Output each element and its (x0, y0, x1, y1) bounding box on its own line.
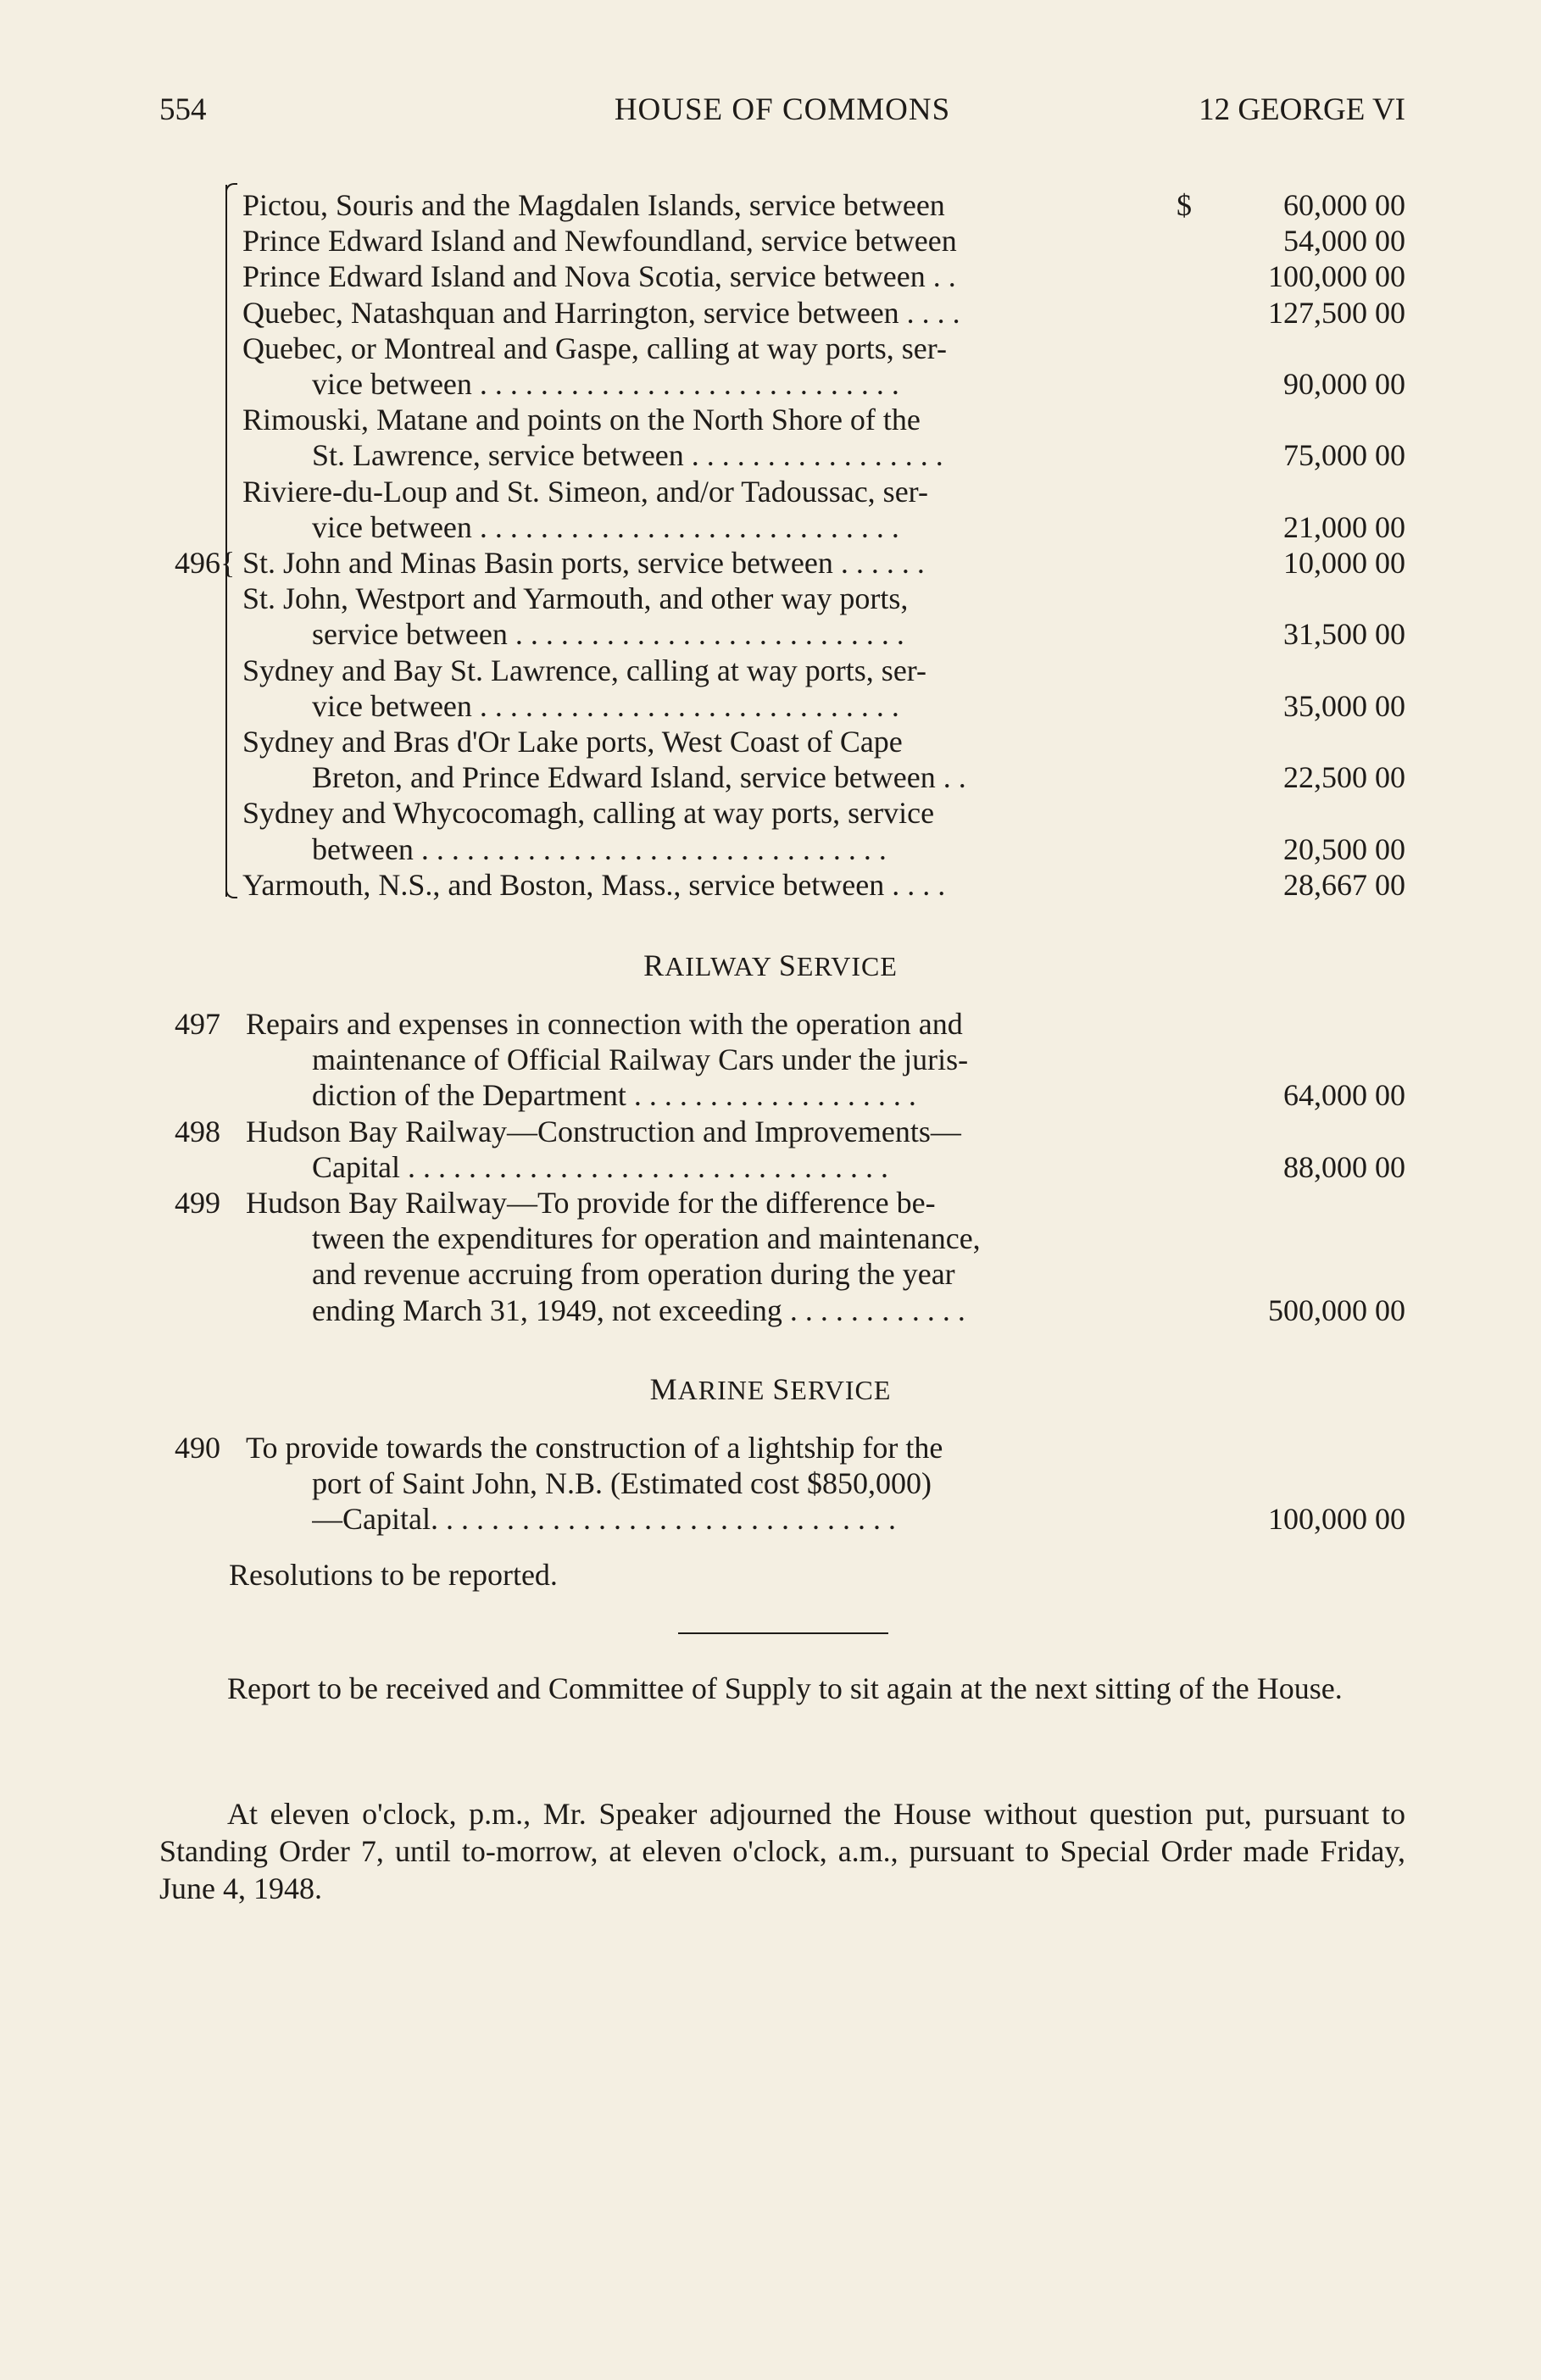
vote-496-line (0, 580, 1405, 617)
amount: 10,000 00 (1283, 546, 1405, 580)
item-description: tween the expenditures for operation and maintenance, (312, 1221, 981, 1256)
item-line (0, 1500, 1405, 1538)
service-description: between . . . . . . . . . . . . . . . . . . . . . . . . . . . . . . . (312, 831, 887, 866)
service-description: Rimouski, Matane and points on the North Shore of the (242, 403, 921, 437)
service-description: vice between . . . . . . . . . . . . . . . . . . . . . . . . . . . . (312, 688, 899, 723)
vote-number: 497 (175, 1007, 220, 1041)
vote-496-line (0, 365, 1405, 403)
item-line (0, 1148, 1405, 1186)
vote-496-line (0, 437, 1405, 474)
amount: 35,000 00 (1283, 688, 1405, 723)
resolutions-line: Resolutions to be reported. (229, 1558, 558, 1592)
vote-496-line (0, 866, 1405, 904)
service-description: Riviere-du-Loup and St. Simeon, and/or Tadoussac, ser- (242, 474, 928, 509)
vote-496-line (0, 794, 1405, 831)
vote-496-line (0, 258, 1405, 295)
item-line (0, 1076, 1405, 1114)
currency-symbol: $ (1177, 188, 1192, 222)
amount: 100,000 00 (1268, 1502, 1405, 1537)
page-header (159, 92, 1405, 134)
amount: 88,000 00 (1283, 1149, 1405, 1184)
vote-496-line (0, 473, 1405, 510)
vote-496-line (0, 831, 1405, 868)
service-description: Breton, and Prince Edward Island, service between . . (312, 760, 966, 795)
item-description: Hudson Bay Railway—Construction and Improvements— (246, 1114, 961, 1148)
adjournment-paragraph: At eleven o'clock, p.m., Mr. Speaker adjourned the House without question put, pursuant to Standing Order 7, until to-morrow, at eleven o'clock, a.m., pursuant to Special Order made Friday, June 4, 1948. (159, 1797, 1405, 1905)
service-description: Sydney and Whycocomagh, calling at way ports, service (242, 796, 935, 831)
reign-label: 12 GEORGE VI (1199, 92, 1405, 127)
item-description: diction of the Department . . . . . . . . . . . . . . . . . . . (312, 1078, 916, 1113)
vote-number: 496 (175, 546, 220, 580)
vote-number: 498 (175, 1114, 220, 1148)
item-line (0, 1429, 1405, 1466)
service-description: Sydney and Bras d'Or Lake ports, West Coast of Cape (242, 725, 903, 759)
amount: 28,667 00 (1283, 867, 1405, 902)
service-description: service between . . . . . . . . . . . . . . . . . . . . . . . . . . (312, 617, 904, 652)
service-description: St. John, Westport and Yarmouth, and other way ports, (242, 581, 909, 616)
amount: 21,000 00 (1283, 509, 1405, 544)
amount: 60,000 00 (1283, 188, 1405, 222)
amount: 500,000 00 (1268, 1293, 1405, 1327)
service-description: vice between . . . . . . . . . . . . . . . . . . . . . . . . . . . . (312, 367, 899, 401)
vote-number: 490 (175, 1431, 220, 1465)
vote-496-line (0, 544, 1405, 581)
amount: 100,000 00 (1268, 259, 1405, 294)
service-description: Sydney and Bay St. Lawrence, calling at way ports, ser- (242, 653, 927, 687)
report-paragraph: Report to be received and Committee of Supply to sit again at the next sitting of the House. (227, 1671, 1343, 1705)
service-description: Quebec, or Montreal and Gaspe, calling at way ports, ser- (242, 331, 947, 365)
vote-496-line (0, 222, 1405, 259)
amount: 22,500 00 (1283, 760, 1405, 795)
vote-496-line (0, 294, 1405, 331)
vote-496-line (0, 509, 1405, 546)
vote-496-line (0, 652, 1405, 689)
item-description: Capital . . . . . . . . . . . . . . . . . . . . . . . . . . . . . . . . (312, 1149, 888, 1184)
item-line (0, 1041, 1405, 1078)
item-description: ending March 31, 1949, not exceeding . . . . . . . . . . . . (312, 1293, 965, 1327)
service-description: Prince Edward Island and Newfoundland, service between (242, 224, 957, 259)
item-line (0, 1220, 1405, 1257)
service-description: Pictou, Souris and the Magdalen Islands, service between (242, 188, 945, 222)
page-number: 554 (159, 92, 207, 127)
item-line (0, 1465, 1405, 1502)
section-divider (678, 1632, 888, 1634)
page-title: HOUSE OF COMMONS (614, 92, 951, 127)
item-description: port of Saint John, N.B. (Estimated cost $850,000) (312, 1466, 932, 1501)
vote-496-line (0, 615, 1405, 653)
service-description: St. John and Minas Basin ports, service between . . . . . . (242, 546, 925, 580)
amount: 90,000 00 (1283, 367, 1405, 401)
amount: 31,500 00 (1283, 617, 1405, 652)
vote-496-line (0, 186, 1405, 224)
item-description: and revenue accruing from operation during the year (312, 1257, 955, 1292)
amount: 75,000 00 (1283, 438, 1405, 473)
vote-496-line (0, 759, 1405, 796)
service-description: Quebec, Natashquan and Harrington, service between . . . . (242, 295, 960, 330)
service-description: Prince Edward Island and Nova Scotia, service between . . (242, 259, 956, 294)
vote-496-line (0, 401, 1405, 438)
service-description: Yarmouth, N.S., and Boston, Mass., service between . . . . (242, 867, 946, 902)
item-description: maintenance of Official Railway Cars under the juris- (312, 1043, 969, 1077)
vote-496-line (0, 330, 1405, 367)
vote-496-line (0, 723, 1405, 760)
item-description: —Capital. . . . . . . . . . . . . . . . . . . . . . . . . . . . . . . (312, 1502, 896, 1537)
vote-496-number: 496{ (175, 546, 236, 580)
amount: 127,500 00 (1268, 295, 1405, 330)
marine-service-heading: MARINE SERVICE (649, 1372, 892, 1406)
railway-service-heading: RAILWAY SERVICE (643, 948, 898, 982)
item-line (0, 1292, 1405, 1329)
amount: 20,500 00 (1283, 831, 1405, 866)
service-description: vice between . . . . . . . . . . . . . . . . . . . . . . . . . . . . (312, 509, 899, 544)
service-description: St. Lawrence, service between . . . . . . . . . . . . . . . . . (312, 438, 943, 473)
item-description: To provide towards the construction of a lightship for the (246, 1431, 943, 1465)
item-line (0, 1255, 1405, 1293)
item-description: Hudson Bay Railway—To provide for the difference be- (246, 1186, 936, 1220)
item-line (0, 1184, 1405, 1221)
item-line (0, 1005, 1405, 1043)
amount: 54,000 00 (1283, 224, 1405, 259)
vote-496-line (0, 687, 1405, 725)
item-description: Repairs and expenses in connection with the operation and (246, 1007, 963, 1041)
amount: 64,000 00 (1283, 1078, 1405, 1113)
item-line (0, 1113, 1405, 1150)
vote-number: 499 (175, 1186, 220, 1220)
